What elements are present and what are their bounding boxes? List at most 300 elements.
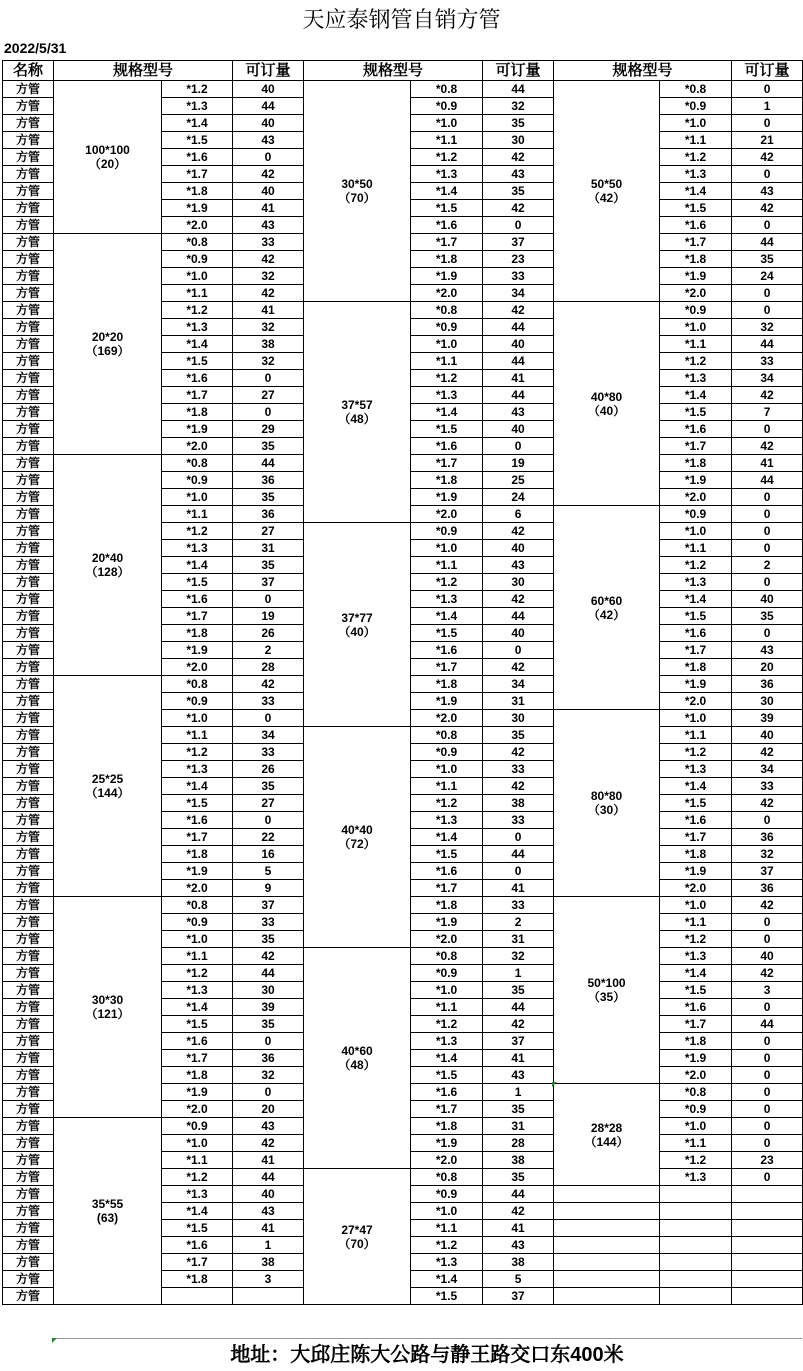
thickness-cell: *1.2 <box>162 302 233 319</box>
thickness-cell: *1.7 <box>411 234 483 251</box>
header-name: 名称 <box>3 61 54 81</box>
thickness-cell: *1.3 <box>162 761 233 778</box>
row-name: 方管 <box>3 1271 54 1288</box>
quantity-cell: 36 <box>233 1050 304 1067</box>
thickness-cell: *1.4 <box>162 336 233 353</box>
quantity-cell: 43 <box>233 1203 304 1220</box>
quantity-cell: 44 <box>732 472 803 489</box>
quantity-cell: 42 <box>483 591 554 608</box>
quantity-cell: 42 <box>483 744 554 761</box>
quantity-cell: 40 <box>483 421 554 438</box>
quantity-cell: 42 <box>483 778 554 795</box>
quantity-cell: 0 <box>233 812 304 829</box>
quantity-cell: 0 <box>732 285 803 302</box>
quantity-cell: 33 <box>233 234 304 251</box>
quantity-cell: 30 <box>732 693 803 710</box>
thickness-cell: *1.7 <box>660 234 732 251</box>
row-name: 方管 <box>3 1152 54 1169</box>
empty-cell <box>554 1288 660 1305</box>
row-name: 方管 <box>3 1135 54 1152</box>
thickness-cell: *0.8 <box>660 1084 732 1101</box>
thickness-cell: *0.9 <box>660 98 732 115</box>
quantity-cell: 26 <box>233 625 304 642</box>
quantity-cell: 32 <box>732 319 803 336</box>
empty-cell <box>554 1186 660 1203</box>
quantity-cell: 30 <box>483 132 554 149</box>
thickness-cell: *1.5 <box>411 1067 483 1084</box>
thickness-cell: *1.5 <box>162 1016 233 1033</box>
thickness-cell: *1.1 <box>411 557 483 574</box>
thickness-cell: *1.7 <box>162 166 233 183</box>
thickness-cell: *1.9 <box>411 268 483 285</box>
thickness-cell: *1.2 <box>411 795 483 812</box>
spec-group-count: （48） <box>338 1058 376 1072</box>
spec-group-cell <box>554 1084 660 1186</box>
quantity-cell: 41 <box>233 1152 304 1169</box>
quantity-cell: 44 <box>483 319 554 336</box>
quantity-cell: 34 <box>732 370 803 387</box>
thickness-cell: *1.1 <box>162 285 233 302</box>
quantity-cell: 43 <box>483 404 554 421</box>
row-name: 方管 <box>3 81 54 98</box>
thickness-cell: *1.2 <box>660 557 732 574</box>
quantity-cell: 6 <box>483 506 554 523</box>
thickness-cell: *2.0 <box>411 285 483 302</box>
table-body <box>3 81 803 1305</box>
spec-group-count: （70） <box>338 1236 376 1251</box>
thickness-cell: *1.6 <box>660 999 732 1016</box>
quantity-cell: 33 <box>233 914 304 931</box>
thickness-cell: *2.0 <box>162 659 233 676</box>
empty-cell <box>732 1203 803 1220</box>
quantity-cell: 42 <box>732 149 803 166</box>
quantity-cell: 34 <box>483 285 554 302</box>
thickness-cell: *1.5 <box>162 574 233 591</box>
spec-group-cell <box>54 81 162 234</box>
thickness-cell: *1.3 <box>411 1254 483 1271</box>
quantity-cell: 35 <box>483 982 554 999</box>
thickness-cell: *1.3 <box>411 387 483 404</box>
empty-cell <box>660 1288 732 1305</box>
spec-group-size: 100*100 <box>85 143 130 157</box>
empty-cell <box>660 1186 732 1203</box>
spec-group-cell <box>554 302 660 506</box>
spec-group-cell <box>54 455 162 676</box>
thickness-cell: *1.8 <box>411 1118 483 1135</box>
row-name: 方管 <box>3 829 54 846</box>
thickness-cell: *0.9 <box>162 472 233 489</box>
quantity-cell: 0 <box>732 1118 803 1135</box>
thickness-cell: *1.8 <box>660 251 732 268</box>
thickness-cell: *1.6 <box>162 370 233 387</box>
quantity-cell: 0 <box>732 914 803 931</box>
spec-group-cell <box>54 234 162 455</box>
thickness-cell: *1.0 <box>411 761 483 778</box>
quantity-cell: 38 <box>483 1254 554 1271</box>
spec-group-size: 30*50 <box>341 177 373 191</box>
quantity-cell: 34 <box>233 727 304 744</box>
spec-group-count: （144） <box>584 1134 629 1149</box>
quantity-cell: 33 <box>233 744 304 761</box>
thickness-cell: *1.7 <box>411 659 483 676</box>
thickness-cell: *1.1 <box>660 336 732 353</box>
row-name: 方管 <box>3 642 54 659</box>
quantity-cell: 35 <box>233 931 304 948</box>
thickness-cell: *1.9 <box>162 421 233 438</box>
quantity-cell: 31 <box>483 693 554 710</box>
row-name: 方管 <box>3 234 54 251</box>
thickness-cell: *1.3 <box>162 319 233 336</box>
header-qty-3: 可订量 <box>732 61 803 81</box>
thickness-cell: *1.3 <box>660 574 732 591</box>
quantity-cell: 0 <box>732 489 803 506</box>
empty-cell <box>660 1254 732 1271</box>
quantity-cell: 33 <box>233 693 304 710</box>
thickness-cell: *1.1 <box>660 132 732 149</box>
quantity-cell: 0 <box>483 863 554 880</box>
thickness-cell: *1.1 <box>411 132 483 149</box>
spec-group-count: （35） <box>587 990 626 1004</box>
thickness-cell: *1.0 <box>660 710 732 727</box>
thickness-cell: *1.1 <box>660 727 732 744</box>
empty-cell <box>554 1271 660 1288</box>
quantity-cell: 27 <box>233 387 304 404</box>
quantity-cell: 34 <box>483 676 554 693</box>
quantity-cell: 0 <box>233 591 304 608</box>
row-name: 方管 <box>3 812 54 829</box>
thickness-cell: *1.0 <box>660 897 732 914</box>
thickness-cell: *1.3 <box>660 166 732 183</box>
thickness-cell: *1.0 <box>411 540 483 557</box>
thickness-cell: *1.8 <box>411 472 483 489</box>
quantity-cell: 28 <box>483 1135 554 1152</box>
thickness-cell: *1.6 <box>162 1237 233 1254</box>
quantity-cell: 42 <box>233 676 304 693</box>
thickness-cell: *1.7 <box>162 387 233 404</box>
quantity-cell: 27 <box>233 795 304 812</box>
thickness-cell: *1.3 <box>660 761 732 778</box>
quantity-cell: 22 <box>233 829 304 846</box>
row-name: 方管 <box>3 795 54 812</box>
thickness-cell: *1.8 <box>162 1067 233 1084</box>
row-name: 方管 <box>3 625 54 642</box>
thickness-cell: *1.1 <box>411 353 483 370</box>
quantity-cell: 0 <box>732 506 803 523</box>
quantity-cell: 44 <box>233 965 304 982</box>
spec-group-cell <box>304 302 411 523</box>
quantity-cell: 37 <box>233 574 304 591</box>
quantity-cell <box>233 1288 304 1305</box>
quantity-cell: 43 <box>483 1237 554 1254</box>
quantity-cell: 42 <box>732 965 803 982</box>
thickness-cell: *1.8 <box>411 897 483 914</box>
quantity-cell: 35 <box>732 251 803 268</box>
quantity-cell: 43 <box>233 1118 304 1135</box>
quantity-cell: 42 <box>732 795 803 812</box>
quantity-cell: 35 <box>732 608 803 625</box>
thickness-cell: *0.9 <box>660 506 732 523</box>
thickness-cell: *0.9 <box>162 1118 233 1135</box>
thickness-cell: *1.5 <box>660 200 732 217</box>
thickness-cell: *2.0 <box>660 489 732 506</box>
row-name: 方管 <box>3 370 54 387</box>
quantity-cell: 34 <box>732 761 803 778</box>
row-name: 方管 <box>3 1016 54 1033</box>
spec-group-size: 40*80 <box>590 389 623 404</box>
thickness-cell: *1.5 <box>162 353 233 370</box>
row-name: 方管 <box>3 506 54 523</box>
quantity-cell: 44 <box>483 608 554 625</box>
spec-group-cell <box>304 948 411 1169</box>
thickness-cell: *1.5 <box>411 1288 483 1305</box>
spec-group-size: 35*55 <box>91 1197 124 1211</box>
thickness-cell: *1.0 <box>660 319 732 336</box>
thickness-cell: *1.1 <box>660 540 732 557</box>
thickness-cell: *1.3 <box>162 1186 233 1203</box>
thickness-cell: *1.6 <box>411 217 483 234</box>
quantity-cell: 35 <box>233 438 304 455</box>
quantity-cell: 0 <box>732 421 803 438</box>
row-name: 方管 <box>3 523 54 540</box>
thickness-cell: *1.2 <box>411 370 483 387</box>
quantity-cell: 42 <box>483 149 554 166</box>
quantity-cell: 35 <box>483 1101 554 1118</box>
quantity-cell: 5 <box>483 1271 554 1288</box>
empty-cell <box>660 1220 732 1237</box>
quantity-cell: 33 <box>483 268 554 285</box>
thickness-cell: *1.2 <box>660 353 732 370</box>
quantity-cell: 32 <box>483 98 554 115</box>
quantity-cell: 41 <box>483 880 554 897</box>
thickness-cell: *1.5 <box>660 404 732 421</box>
quantity-cell: 37 <box>483 234 554 251</box>
thickness-cell: *2.0 <box>411 506 483 523</box>
address-footer: 地址：大邱庄陈大公路与静王路交口东400米 <box>52 1338 802 1371</box>
row-name: 方管 <box>3 778 54 795</box>
quantity-cell: 44 <box>233 455 304 472</box>
quantity-cell: 1 <box>483 965 554 982</box>
quantity-cell: 43 <box>233 132 304 149</box>
thickness-cell: *1.1 <box>660 914 732 931</box>
quantity-cell: 33 <box>483 761 554 778</box>
quantity-cell: 0 <box>732 625 803 642</box>
row-name: 方管 <box>3 166 54 183</box>
quantity-cell: 42 <box>233 285 304 302</box>
quantity-cell: 30 <box>233 982 304 999</box>
empty-cell <box>732 1271 803 1288</box>
thickness-cell: *2.0 <box>411 931 483 948</box>
quantity-cell: 42 <box>233 166 304 183</box>
thickness-cell: *1.4 <box>411 829 483 846</box>
thickness-cell: *0.9 <box>660 1101 732 1118</box>
thickness-cell: *1.5 <box>162 1220 233 1237</box>
quantity-cell: 31 <box>233 540 304 557</box>
quantity-cell: 42 <box>233 1135 304 1152</box>
quantity-cell: 0 <box>732 574 803 591</box>
row-name: 方管 <box>3 999 54 1016</box>
cell-comment-marker <box>552 1082 557 1087</box>
quantity-cell: 19 <box>483 455 554 472</box>
thickness-cell: *1.7 <box>411 455 483 472</box>
quantity-cell: 0 <box>483 642 554 659</box>
thickness-cell: *1.9 <box>162 200 233 217</box>
quantity-cell: 41 <box>233 200 304 217</box>
quantity-cell: 0 <box>732 302 803 319</box>
quantity-cell: 0 <box>732 217 803 234</box>
thickness-cell: *1.1 <box>660 1135 732 1152</box>
empty-cell <box>732 1288 803 1305</box>
thickness-cell: *1.1 <box>411 1220 483 1237</box>
row-name: 方管 <box>3 880 54 897</box>
thickness-cell: *1.6 <box>660 217 732 234</box>
row-name: 方管 <box>3 846 54 863</box>
inventory-table <box>2 60 803 1305</box>
spec-group-size: 20*40 <box>91 551 124 565</box>
spec-group-size: 37*57 <box>341 398 373 412</box>
thickness-cell: *1.3 <box>162 98 233 115</box>
thickness-cell: *1.4 <box>411 1271 483 1288</box>
quantity-cell: 40 <box>732 591 803 608</box>
row-name: 方管 <box>3 1033 54 1050</box>
quantity-cell: 42 <box>483 302 554 319</box>
thickness-cell: *1.4 <box>411 1050 483 1067</box>
thickness-cell: *1.2 <box>162 523 233 540</box>
quantity-cell: 44 <box>732 1016 803 1033</box>
empty-cell <box>660 1237 732 1254</box>
thickness-cell: *1.0 <box>660 115 732 132</box>
quantity-cell: 0 <box>732 1169 803 1186</box>
thickness-cell: *1.6 <box>162 149 233 166</box>
row-name: 方管 <box>3 693 54 710</box>
quantity-cell: 42 <box>732 438 803 455</box>
quantity-cell: 44 <box>732 234 803 251</box>
row-name: 方管 <box>3 455 54 472</box>
spec-group-count: （72） <box>338 837 376 851</box>
spec-group-cell <box>304 81 411 302</box>
spec-group-count: （42） <box>587 191 626 205</box>
quantity-cell: 44 <box>732 336 803 353</box>
quantity-cell: 44 <box>483 999 554 1016</box>
thickness-cell: *1.6 <box>660 625 732 642</box>
thickness-cell: *1.6 <box>411 642 483 659</box>
spec-group-size: 37*77 <box>341 610 373 625</box>
spec-group-cell <box>54 676 162 897</box>
spec-group-size: 25*25 <box>91 772 124 786</box>
thickness-cell: *1.0 <box>411 115 483 132</box>
thickness-cell: *2.0 <box>660 880 732 897</box>
quantity-cell: 40 <box>233 1186 304 1203</box>
thickness-cell: *2.0 <box>411 710 483 727</box>
quantity-cell: 9 <box>233 880 304 897</box>
spec-group-size: 60*60 <box>590 593 623 608</box>
row-name: 方管 <box>3 863 54 880</box>
quantity-cell: 0 <box>732 1050 803 1067</box>
quantity-cell: 25 <box>483 472 554 489</box>
empty-cell <box>554 1203 660 1220</box>
thickness-cell: *1.2 <box>660 1152 732 1169</box>
page-title: 天应泰钢管自销方管 <box>302 8 501 33</box>
thickness-cell: *1.8 <box>411 251 483 268</box>
quantity-cell: 0 <box>732 115 803 132</box>
thickness-cell: *1.5 <box>411 421 483 438</box>
spec-group-count: （169） <box>85 344 130 358</box>
thickness-cell: *1.6 <box>660 421 732 438</box>
row-name: 方管 <box>3 1203 54 1220</box>
quantity-cell: 3 <box>732 982 803 999</box>
thickness-cell: *1.5 <box>660 982 732 999</box>
thickness-cell: *2.0 <box>162 438 233 455</box>
quantity-cell: 43 <box>483 557 554 574</box>
header-qty-1: 可订量 <box>233 61 304 81</box>
row-name: 方管 <box>3 472 54 489</box>
thickness-cell: *1.6 <box>162 591 233 608</box>
thickness-cell: *1.7 <box>660 438 732 455</box>
thickness-cell: *0.9 <box>411 98 483 115</box>
spec-group-size: 20*20 <box>91 330 124 344</box>
quantity-cell: 0 <box>732 1084 803 1101</box>
thickness-cell: *1.4 <box>660 591 732 608</box>
thickness-cell: *1.1 <box>411 999 483 1016</box>
thickness-cell: *2.0 <box>162 1101 233 1118</box>
quantity-cell: 28 <box>233 659 304 676</box>
quantity-cell: 44 <box>233 1169 304 1186</box>
spec-group-cell <box>304 523 411 727</box>
quantity-cell: 39 <box>233 999 304 1016</box>
empty-cell <box>732 1237 803 1254</box>
quantity-cell: 0 <box>732 931 803 948</box>
thickness-cell: *1.7 <box>660 1016 732 1033</box>
thickness-cell: *0.8 <box>411 948 483 965</box>
thickness-cell: *0.9 <box>411 1186 483 1203</box>
thickness-cell: *1.1 <box>162 727 233 744</box>
thickness-cell: *1.7 <box>660 642 732 659</box>
quantity-cell: 40 <box>233 115 304 132</box>
spec-group-count: （121） <box>85 1007 130 1021</box>
thickness-cell: *1.4 <box>162 1203 233 1220</box>
thickness-cell: *1.3 <box>411 1033 483 1050</box>
row-name: 方管 <box>3 540 54 557</box>
row-name: 方管 <box>3 404 54 421</box>
spec-group-count: （144） <box>85 786 130 800</box>
row-name: 方管 <box>3 387 54 404</box>
thickness-cell: *0.9 <box>660 302 732 319</box>
spec-group-cell <box>554 81 660 302</box>
thickness-cell: *1.2 <box>411 149 483 166</box>
quantity-cell: 0 <box>732 166 803 183</box>
quantity-cell: 0 <box>233 1033 304 1050</box>
empty-cell <box>732 1186 803 1203</box>
quantity-cell: 2 <box>233 642 304 659</box>
quantity-cell: 36 <box>732 676 803 693</box>
header-spec-1: 规格型号 <box>54 61 233 81</box>
thickness-cell: *1.8 <box>660 659 732 676</box>
thickness-cell: *1.8 <box>162 846 233 863</box>
quantity-cell: 35 <box>233 489 304 506</box>
spec-group-count: （70） <box>338 191 376 205</box>
spec-group-count: (63) <box>96 1211 119 1225</box>
quantity-cell: 23 <box>483 251 554 268</box>
thickness-cell: *1.3 <box>162 540 233 557</box>
thickness-cell: *1.5 <box>162 795 233 812</box>
quantity-cell: 40 <box>233 183 304 200</box>
quantity-cell: 35 <box>233 778 304 795</box>
thickness-cell: *1.0 <box>660 1118 732 1135</box>
thickness-cell: *1.5 <box>660 608 732 625</box>
empty-cell <box>732 1220 803 1237</box>
spec-group-size: 80*80 <box>590 789 623 803</box>
thickness-cell: *1.7 <box>162 1254 233 1271</box>
row-name: 方管 <box>3 149 54 166</box>
